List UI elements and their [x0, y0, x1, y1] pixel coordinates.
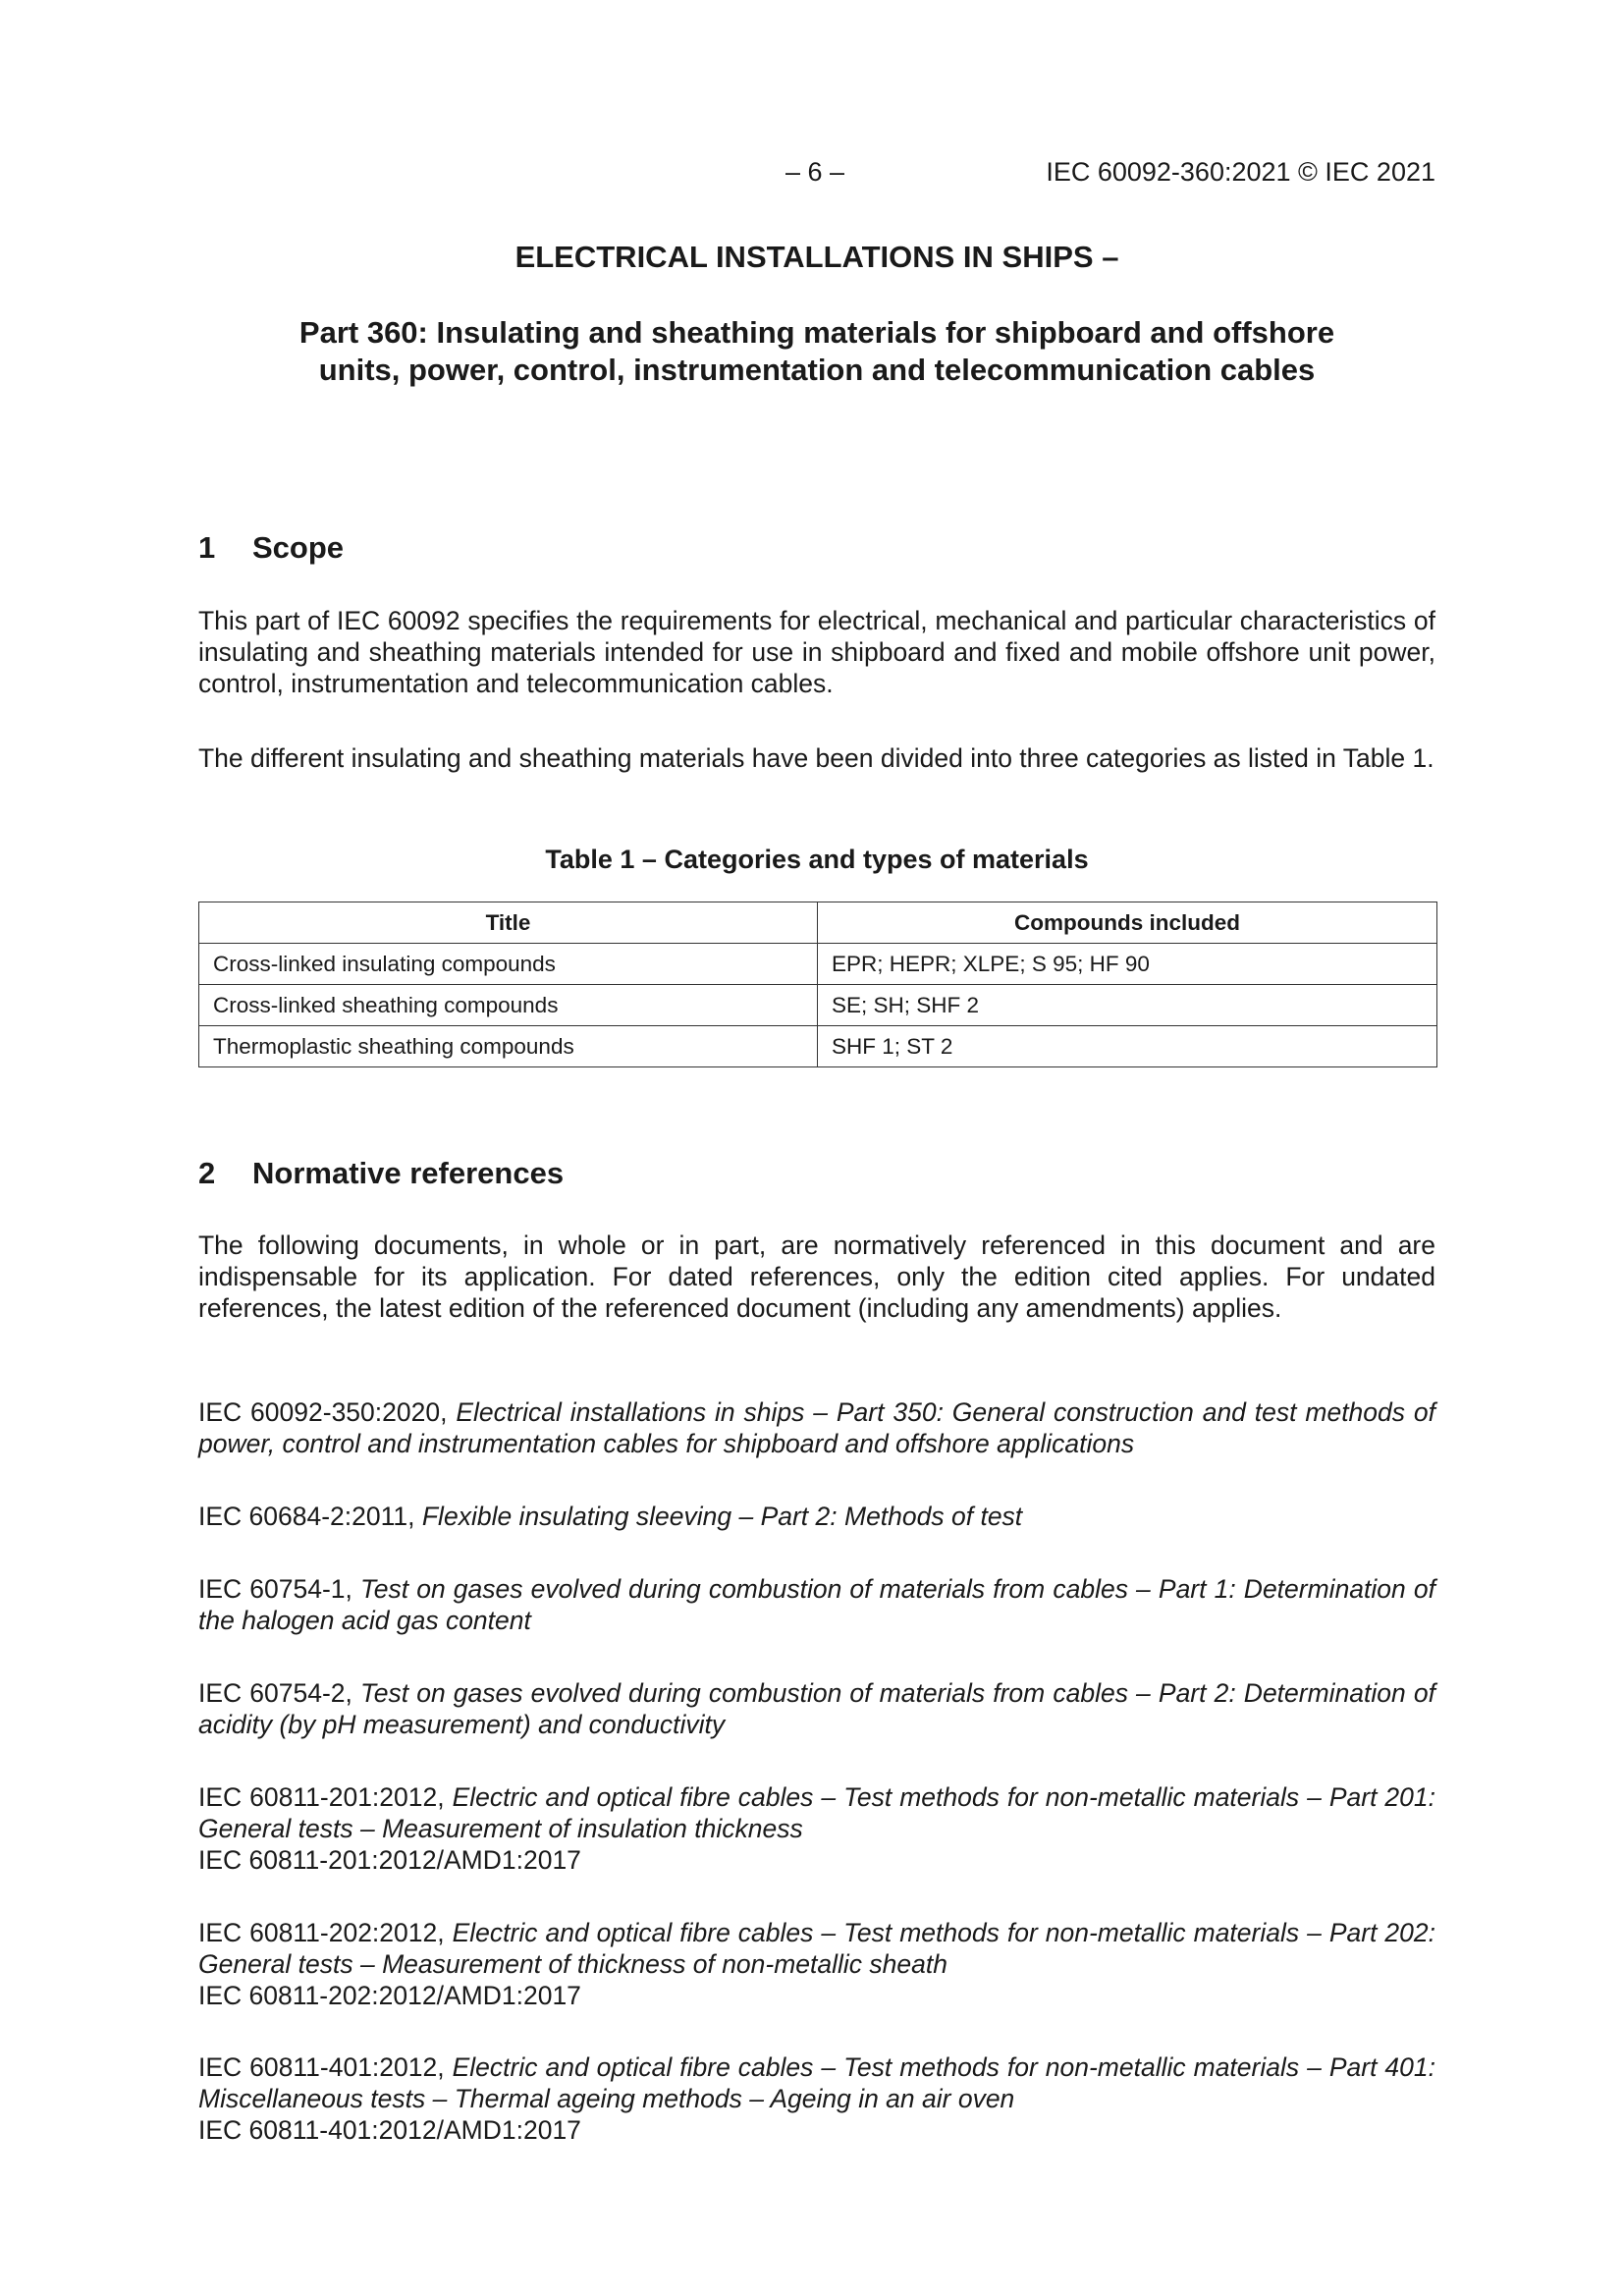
table-cell-compounds: EPR; HEPR; XLPE; S 95; HF 90	[818, 944, 1437, 985]
reference-title: Electrical installations in ships – Part 350: General construction and test methods of power, control and instrumentation cables for shipboard and offshore applications	[198, 1397, 1435, 1458]
column-header-title: Title	[199, 902, 818, 944]
reference-item	[198, 2051, 1435, 2146]
reference-id: IEC 60811-401:2012,	[198, 2052, 453, 2082]
reference-title: Flexible insulating sleeving – Part 2: Methods of test	[421, 1502, 1023, 1531]
categories-table	[198, 902, 1437, 1067]
reference-item	[198, 1573, 1435, 1636]
reference-item	[198, 1917, 1435, 2011]
reference-amendment: IEC 60811-401:2012/AMD1:2017	[198, 2115, 581, 2145]
reference-amendment: IEC 60811-202:2012/AMD1:2017	[198, 1981, 581, 2010]
document-title: ELECTRICAL INSTALLATIONS IN SHIPS –	[514, 240, 1119, 274]
document-id: IEC 60092-360:2021 © IEC 2021	[1046, 157, 1435, 187]
reference-item	[198, 1501, 1435, 1532]
table-1-caption: Table 1 – Categories and types of materials	[545, 845, 1089, 874]
table-cell-title: Cross-linked insulating compounds	[199, 944, 818, 985]
reference-id: IEC 60092-350:2020,	[198, 1397, 457, 1427]
table-row	[199, 985, 1437, 1026]
reference-id: IEC 60684-2:2011,	[198, 1502, 422, 1531]
section-2-number: 2	[198, 1156, 216, 1190]
column-header-compounds: Compounds included	[818, 902, 1437, 944]
section-1-number: 1	[198, 530, 216, 565]
table-cell-compounds: SE; SH; SHF 2	[818, 985, 1437, 1026]
reference-amendment: IEC 60811-201:2012/AMD1:2017	[198, 1845, 581, 1875]
subtitle-line-2: units, power, control, instrumentation and telecommunication cables	[318, 353, 1316, 387]
reference-id: IEC 60754-2,	[198, 1678, 360, 1708]
section-2-title: Normative references	[252, 1156, 565, 1190]
scope-paragraph-2: The different insulating and sheathing materials have been divided into three categories as listed in Table 1.	[198, 743, 1434, 773]
reference-id: IEC 60754-1,	[198, 1574, 360, 1604]
reference-item	[198, 1781, 1435, 1876]
normative-intro-paragraph: The following documents, in whole or in part, are normatively referenced in this document and are indispensable for its application. For dated references, only the edition cited applies. For undated references, the latest edition of the referenced document (including any amendments) applies.	[198, 1230, 1435, 1323]
page-number: – 6 –	[785, 157, 845, 187]
document-subtitle	[198, 314, 1435, 389]
table-cell-compounds: SHF 1; ST 2	[818, 1026, 1437, 1067]
section-1-heading	[198, 530, 344, 566]
table-header-row	[199, 902, 1437, 944]
reference-id: IEC 60811-201:2012,	[198, 1782, 453, 1812]
table-row	[199, 944, 1437, 985]
table-row	[199, 1026, 1437, 1067]
reference-item	[198, 1677, 1435, 1740]
page-header	[198, 157, 1435, 192]
reference-title: Test on gases evolved during combustion of materials from cables – Part 2: Determination of acidity (by pH measurement) and conductivity	[198, 1678, 1435, 1739]
reference-title: Test on gases evolved during combustion of materials from cables – Part 1: Determination of the halogen acid gas content	[198, 1574, 1435, 1635]
reference-title: Electric and optical fibre cables – Test methods for non-metallic materials – Part 201: General tests – Measurement of insulation thickness	[198, 1782, 1436, 1843]
section-2-heading	[198, 1156, 564, 1191]
reference-item	[198, 1396, 1435, 1459]
section-1-title: Scope	[252, 530, 345, 565]
scope-paragraph-1: This part of IEC 60092 specifies the requirements for electrical, mechanical and particular characteristics of insulating and sheathing materials intended for use in shipboard and fixed and mobile offshore unit power, control, instrumentation and telecommunication cables.	[198, 606, 1435, 698]
reference-title: Electric and optical fibre cables – Test methods for non-metallic materials – Part 202: General tests – Measurement of thickness of non-metallic sheath	[198, 1918, 1436, 1979]
subtitle-line-1: Part 360: Insulating and sheathing materials for shipboard and offshore	[298, 315, 1335, 350]
reference-id: IEC 60811-202:2012,	[198, 1918, 453, 1947]
table-cell-title: Thermoplastic sheathing compounds	[199, 1026, 818, 1067]
table-cell-title: Cross-linked sheathing compounds	[199, 985, 818, 1026]
reference-title: Electric and optical fibre cables – Test methods for non-metallic materials – Part 401: Miscellaneous tests – Thermal ageing methods – Ageing in an air oven	[198, 2052, 1436, 2113]
